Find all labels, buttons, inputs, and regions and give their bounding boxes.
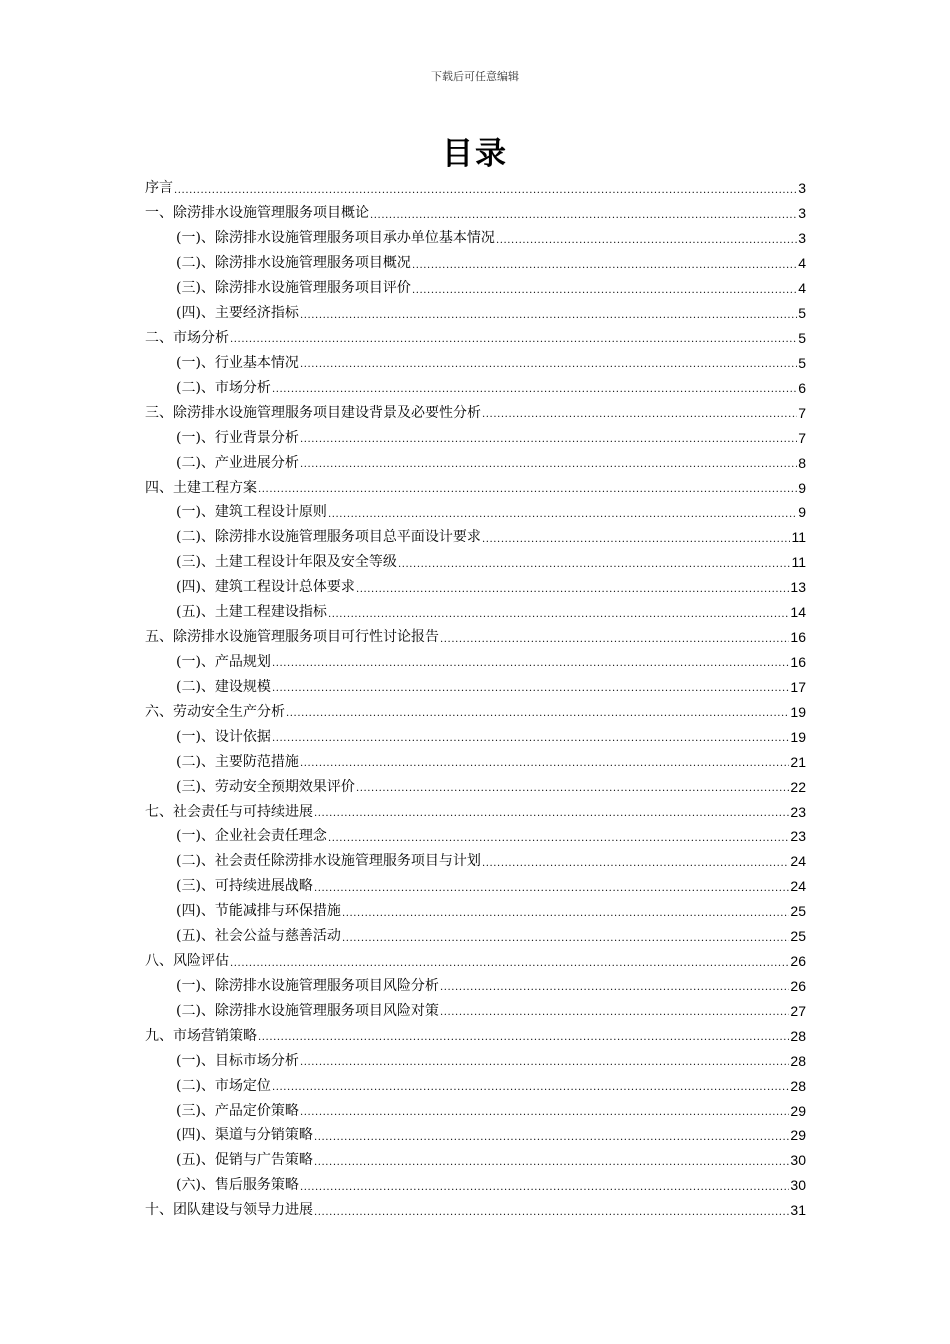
toc-entry[interactable]	[145, 674, 806, 699]
toc-entry-text: (一)、除涝排水设施管理服务项目风险分析	[176, 977, 439, 994]
toc-entry-text: (四)、建筑工程设计总体要求	[176, 579, 355, 596]
toc-entry[interactable]	[145, 849, 806, 874]
toc-leader-dots	[272, 385, 797, 400]
toc-entry[interactable]	[145, 350, 806, 375]
toc-leader-dots	[258, 485, 797, 500]
toc-entry-text: 三、除涝排水设施管理服务项目建设背景及必要性分析	[145, 404, 481, 421]
toc-entry-text: 七、社会责任与可持续进展	[145, 803, 313, 820]
toc-entry[interactable]	[145, 226, 806, 251]
toc-entry-text: (五)、促销与广告策略	[176, 1152, 313, 1169]
toc-leader-dots	[258, 1033, 789, 1048]
toc-entry-text: (五)、社会公益与慈善活动	[176, 928, 341, 945]
toc-entry[interactable]	[145, 998, 806, 1023]
toc-leader-dots	[440, 983, 789, 998]
toc-leader-dots	[272, 684, 789, 699]
toc-entry[interactable]	[145, 301, 806, 326]
toc-entry-text: 十、团队建设与领导力进展	[145, 1202, 313, 1219]
toc-entry[interactable]	[145, 924, 806, 949]
toc-entry-text: 九、市场营销策略	[145, 1027, 257, 1044]
toc-leader-dots	[398, 560, 791, 575]
toc-entry[interactable]	[145, 749, 806, 774]
toc-entry-text: 二、市场分析	[145, 329, 229, 346]
toc-page-number: 14	[790, 604, 806, 621]
toc-entry-text: 五、除涝排水设施管理服务项目可行性讨论报告	[145, 629, 439, 646]
toc-entry-text: (一)、企业社会责任理念	[176, 828, 327, 845]
toc-page-number: 30	[790, 1177, 806, 1194]
toc-entry[interactable]	[145, 176, 806, 201]
toc-page-number: 29	[790, 1102, 806, 1119]
toc-entry-text: (三)、除涝排水设施管理服务项目评价	[176, 280, 411, 297]
toc-page-number: 3	[798, 205, 806, 222]
toc-entry[interactable]	[145, 824, 806, 849]
toc-page-number: 19	[790, 703, 806, 720]
toc-leader-dots	[482, 410, 797, 425]
toc-page-number: 13	[790, 579, 806, 596]
toc-entry-text: (二)、除涝排水设施管理服务项目总平面设计要求	[176, 529, 481, 546]
toc-page-number: 24	[790, 853, 806, 870]
toc-entry-text: (二)、建设规模	[176, 678, 271, 695]
toc-entry-text: (一)、设计依据	[176, 728, 271, 745]
toc-leader-dots	[272, 1083, 789, 1098]
toc-leader-dots	[356, 585, 789, 600]
table-of-contents	[145, 176, 806, 1223]
toc-page-number: 7	[798, 429, 806, 446]
toc-leader-dots	[272, 734, 789, 749]
toc-leader-dots	[370, 211, 797, 226]
toc-leader-dots	[314, 1208, 789, 1223]
toc-leader-dots	[482, 535, 791, 550]
toc-entry[interactable]	[145, 201, 806, 226]
toc-leader-dots	[174, 186, 797, 201]
toc-entry[interactable]	[145, 251, 806, 276]
toc-entry-text: (三)、可持续进展战略	[176, 878, 313, 895]
toc-entry[interactable]	[145, 1123, 806, 1148]
toc-page-number: 9	[798, 504, 806, 521]
toc-entry[interactable]	[145, 699, 806, 724]
toc-leader-dots	[328, 510, 797, 525]
toc-entry[interactable]	[145, 1098, 806, 1123]
toc-leader-dots	[230, 335, 797, 350]
toc-leader-dots	[230, 959, 789, 974]
toc-leader-dots	[286, 709, 789, 724]
toc-leader-dots	[412, 286, 797, 301]
toc-entry-text: (二)、社会责任除涝排水设施管理服务项目与计划	[176, 853, 481, 870]
toc-entry[interactable]	[145, 575, 806, 600]
toc-entry-text: (一)、除涝排水设施管理服务项目承办单位基本情况	[176, 230, 495, 247]
toc-leader-dots	[440, 635, 789, 650]
toc-entry-text: (六)、售后服务策略	[176, 1177, 299, 1194]
toc-entry[interactable]	[145, 326, 806, 351]
toc-page-number: 3	[798, 230, 806, 247]
toc-entry-text: (二)、主要防范措施	[176, 753, 299, 770]
toc-entry-text: (二)、除涝排水设施管理服务项目概况	[176, 255, 411, 272]
toc-entry-text: (一)、行业基本情况	[176, 354, 299, 371]
toc-entry-text: 六、劳动安全生产分析	[145, 703, 285, 720]
toc-page-number: 31	[790, 1202, 806, 1219]
toc-page-number: 21	[790, 753, 806, 770]
toc-leader-dots	[300, 1058, 789, 1073]
toc-page-number: 24	[790, 878, 806, 895]
toc-page-number: 4	[798, 255, 806, 272]
toc-entry[interactable]	[145, 425, 806, 450]
toc-entry[interactable]	[145, 400, 806, 425]
toc-leader-dots	[328, 834, 789, 849]
toc-page-number: 11	[791, 554, 806, 571]
toc-entry[interactable]	[145, 1023, 806, 1048]
toc-leader-dots	[412, 261, 797, 276]
toc-entry[interactable]	[145, 375, 806, 400]
toc-entry-text: 一、除涝排水设施管理服务项目概论	[145, 205, 369, 222]
toc-entry[interactable]	[145, 650, 806, 675]
toc-leader-dots	[300, 1108, 789, 1123]
toc-entry[interactable]	[145, 1048, 806, 1073]
toc-page-number: 23	[790, 828, 806, 845]
toc-page-number: 25	[790, 928, 806, 945]
toc-leader-dots	[342, 934, 789, 949]
toc-entry-text: 八、风险评估	[145, 953, 229, 970]
toc-page-number: 23	[790, 803, 806, 820]
toc-leader-dots	[300, 759, 789, 774]
toc-leader-dots	[496, 236, 797, 251]
toc-entry-text: 四、土建工程方案	[145, 479, 257, 496]
toc-entry[interactable]	[145, 1173, 806, 1198]
toc-leader-dots	[272, 659, 789, 674]
toc-entry[interactable]	[145, 1073, 806, 1098]
toc-page-number: 28	[790, 1077, 806, 1094]
toc-leader-dots	[314, 809, 789, 824]
toc-entry-text: (二)、市场分析	[176, 379, 271, 396]
toc-page-number: 26	[790, 977, 806, 994]
toc-entry[interactable]	[145, 799, 806, 824]
toc-entry-text: (一)、行业背景分析	[176, 429, 299, 446]
toc-leader-dots	[300, 435, 797, 450]
toc-leader-dots	[300, 1183, 789, 1198]
toc-entry[interactable]	[145, 774, 806, 799]
toc-entry[interactable]	[145, 500, 806, 525]
toc-page-number: 5	[798, 354, 806, 371]
toc-entry[interactable]	[145, 899, 806, 924]
toc-leader-dots	[342, 909, 789, 924]
toc-entry[interactable]	[145, 1198, 806, 1223]
toc-page-number: 5	[798, 329, 806, 346]
toc-page-number: 22	[790, 778, 806, 795]
toc-page-number: 9	[798, 479, 806, 496]
toc-entry[interactable]	[145, 550, 806, 575]
toc-entry-text: (二)、除涝排水设施管理服务项目风险对策	[176, 1002, 439, 1019]
toc-page-number: 25	[790, 903, 806, 920]
toc-entry[interactable]	[145, 625, 806, 650]
toc-entry-text: (四)、节能减排与环保措施	[176, 903, 341, 920]
toc-entry-text: (一)、目标市场分析	[176, 1052, 299, 1069]
toc-page-number: 8	[798, 454, 806, 471]
page-title: 目录	[442, 136, 508, 172]
toc-page-number: 29	[790, 1127, 806, 1144]
toc-leader-dots	[300, 460, 797, 475]
toc-leader-dots	[314, 884, 789, 899]
toc-entry[interactable]	[145, 600, 806, 625]
toc-entry-text: (一)、建筑工程设计原则	[176, 504, 327, 521]
toc-entry[interactable]	[145, 974, 806, 999]
toc-entry[interactable]	[145, 724, 806, 749]
toc-page-number: 16	[790, 629, 806, 646]
toc-leader-dots	[300, 360, 797, 375]
toc-page-number: 28	[790, 1027, 806, 1044]
toc-page-number: 17	[790, 678, 806, 695]
toc-entry[interactable]	[145, 475, 806, 500]
toc-entry[interactable]	[145, 276, 806, 301]
toc-page-number: 4	[798, 280, 806, 297]
toc-page-number: 6	[798, 379, 806, 396]
toc-leader-dots	[314, 1133, 789, 1148]
toc-entry[interactable]	[145, 949, 806, 974]
toc-entry-text: (四)、渠道与分销策略	[176, 1127, 313, 1144]
toc-entry-text: (一)、产品规划	[176, 653, 271, 670]
toc-entry-text: (三)、劳动安全预期效果评价	[176, 778, 355, 795]
toc-page-number: 16	[790, 653, 806, 670]
toc-leader-dots	[314, 1158, 789, 1173]
toc-page-number: 19	[790, 728, 806, 745]
toc-entry-text: 序言	[145, 180, 173, 197]
toc-entry[interactable]	[145, 874, 806, 899]
toc-entry[interactable]	[145, 450, 806, 475]
toc-entry-text: (三)、土建工程设计年限及安全等级	[176, 554, 397, 571]
toc-page-number: 28	[790, 1052, 806, 1069]
toc-page-number: 26	[790, 953, 806, 970]
toc-page-number: 30	[790, 1152, 806, 1169]
toc-entry[interactable]	[145, 1148, 806, 1173]
header-note: 下载后可任意编辑	[431, 70, 519, 83]
toc-entry-text: (五)、土建工程建设指标	[176, 604, 327, 621]
toc-entry-text: (二)、产业进展分析	[176, 454, 299, 471]
toc-entry-text: (二)、市场定位	[176, 1077, 271, 1094]
toc-page-number: 27	[790, 1002, 806, 1019]
toc-entry-text: (四)、主要经济指标	[176, 305, 299, 322]
toc-page-number: 5	[798, 305, 806, 322]
toc-entry[interactable]	[145, 525, 806, 550]
toc-leader-dots	[482, 859, 789, 874]
toc-leader-dots	[328, 610, 789, 625]
toc-page-number: 11	[791, 529, 806, 546]
toc-page-number: 7	[798, 404, 806, 421]
toc-leader-dots	[440, 1008, 789, 1023]
toc-leader-dots	[356, 784, 789, 799]
toc-page-number: 3	[798, 180, 806, 197]
toc-leader-dots	[300, 311, 797, 326]
toc-entry-text: (三)、产品定价策略	[176, 1102, 299, 1119]
